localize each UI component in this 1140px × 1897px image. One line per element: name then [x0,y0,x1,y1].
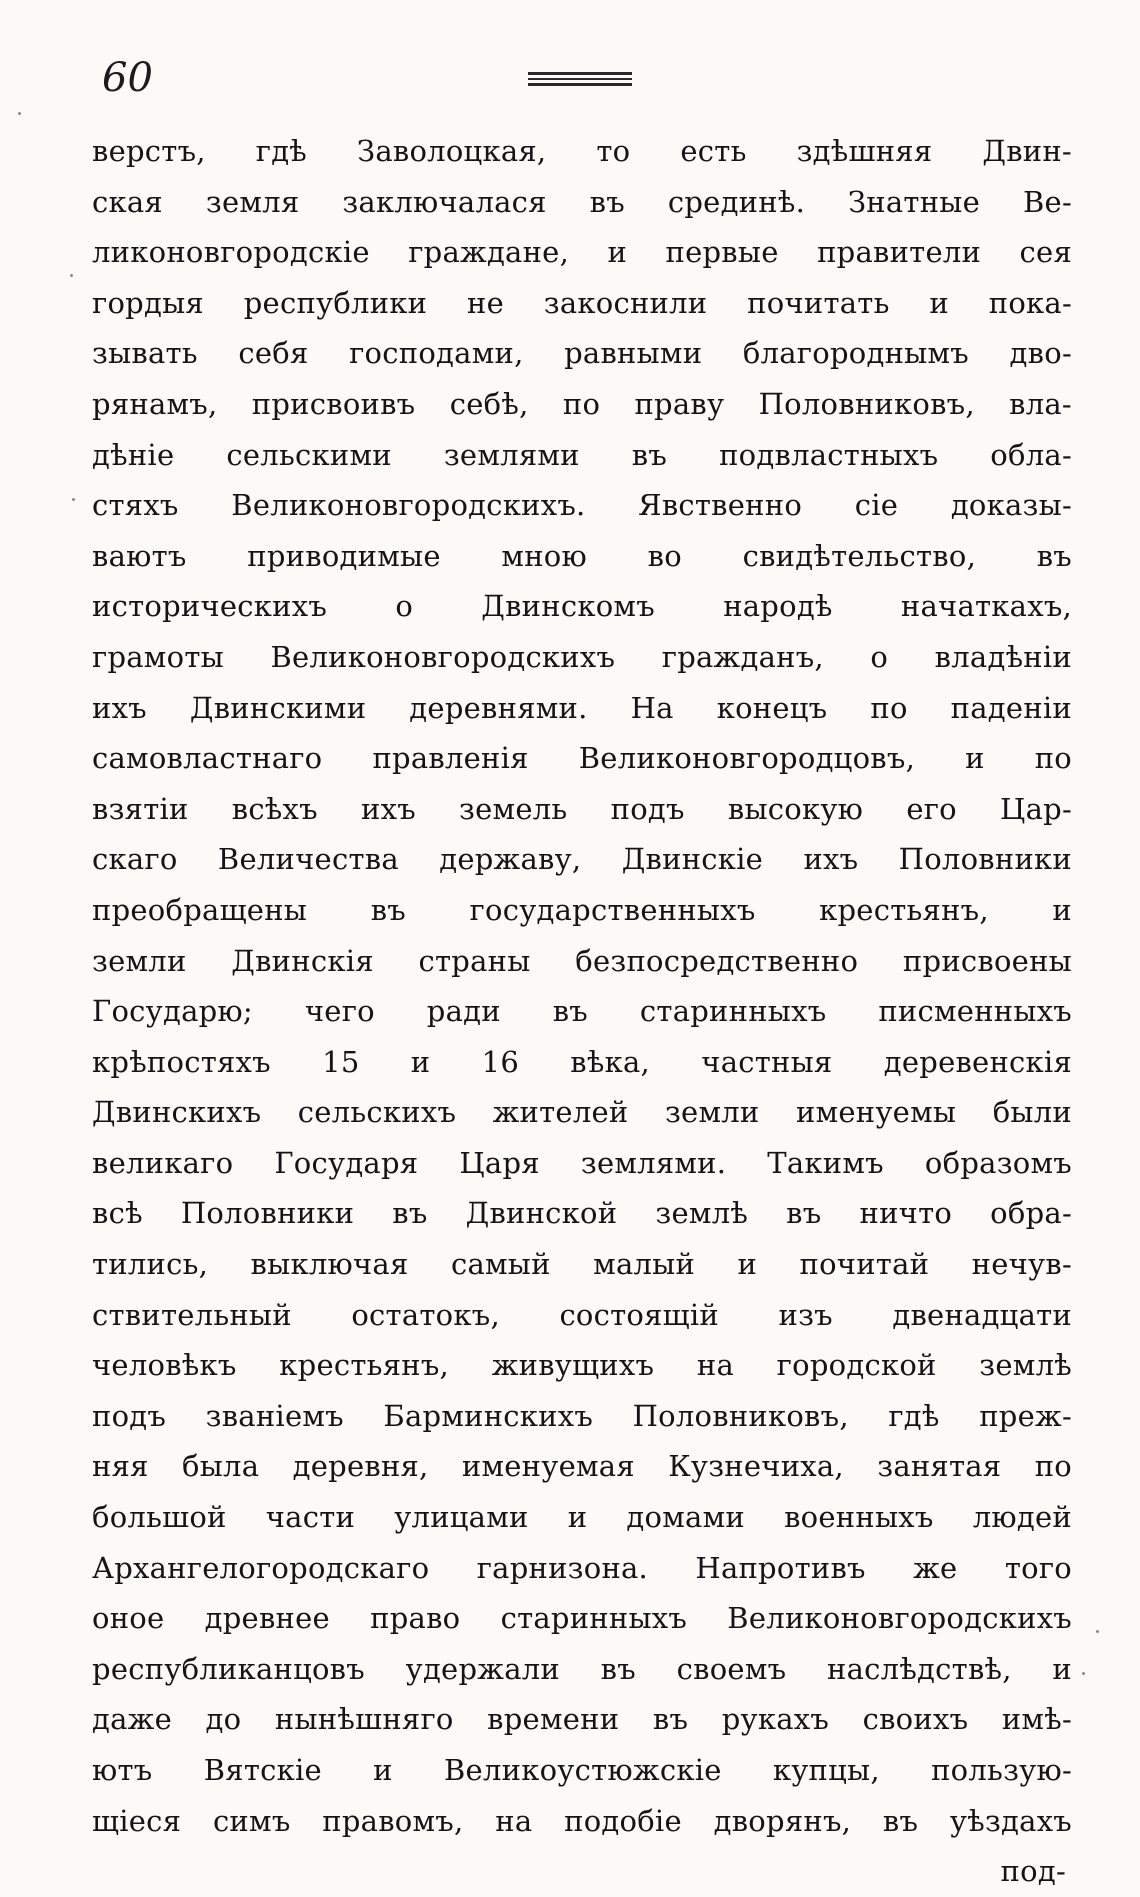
header-ornament-rule [528,72,632,86]
text-line: человѣкъ крестьянъ, живущихъ на городской землѣ [92,1348,1072,1383]
paper-speck [72,498,75,501]
text-line: самовластнаго правленія Великоновгородцовъ, и по [92,741,1072,776]
text-line: няя была деревня, именуемая Кузнечиха, занятая по [92,1449,1072,1484]
text-line: скаго Величества державу, Двинскіе ихъ Половники [92,842,1072,877]
text-line: гордыя республики не закоснили почитать и пока- [92,285,1072,320]
text-line: крѣпостяхъ 15 и 16 вѣка, частныя деревенскія [92,1044,1072,1079]
text-line: ская земля заключалася въ срединѣ. Знатные Ве- [92,184,1072,219]
paper-speck [1082,1672,1085,1675]
text-line: ваютъ приводимые мною во свидѣтельство, въ [92,538,1072,573]
text-line: ихъ Двинскими деревнями. На конецъ по паденіи [92,690,1072,725]
text-line: щіеся симъ правомъ, на подобіе дворянъ, въ уѣздахъ [92,1803,1072,1838]
text-line: ствительный остатокъ, состоящій изъ двенадцати [92,1297,1072,1332]
text-line: дѣніе сельскими землями въ подвластныхъ обла- [92,437,1072,472]
paper-speck [1096,1630,1099,1633]
text-line: Государю; чего ради въ старинныхъ писменныхъ [92,994,1072,1029]
page-header [96,52,1066,112]
text-line: даже до нынѣшняго времени въ рукахъ своихъ имѣ- [92,1702,1072,1737]
paper-speck [18,112,21,115]
text-line: великаго Государя Царя землями. Такимъ образомъ [92,1145,1072,1180]
text-line: тились, выключая самый малый и почитай нечув- [92,1247,1072,1282]
text-line: ютъ Вятскіе и Великоустюжскіе купцы, пользую- [92,1753,1072,1787]
text-line: верстъ, гдѣ Заволоцкая, то есть здѣшняя Двин- [92,134,1072,168]
text-line: стяхъ Великоновгородскихъ. Явственно сіе доказы- [92,488,1072,523]
text-line: Архангелогородскаго гарнизона. Напротивъ же того [92,1550,1072,1585]
catchword: под- [1000,1854,1066,1889]
text-line: земли Двинскія страны безпосредственно присвоены [92,943,1072,978]
text-line: Двинскихъ сельскихъ жителей земли именуемы были [92,1095,1072,1130]
text-line: зывать себя господами, равными благороднымъ дво- [92,336,1072,371]
body-text [92,126,1072,1889]
text-line: большой части улицами и домами военныхъ людей [92,1500,1072,1535]
text-line: взятіи всѣхъ ихъ земель подъ высокую его Цар- [92,791,1072,826]
text-line: всѣ Половники въ Двинской землѣ въ ничто обра- [92,1196,1072,1231]
text-line: рянамъ, присвоивъ себѣ, по праву Половниковъ, вла- [92,386,1072,421]
text-line: подъ званіемъ Барминскихъ Половниковъ, гдѣ преж- [92,1398,1072,1433]
text-line: ликоновгородскіе граждане, и первые правители сея [92,235,1072,270]
text-line: преобращены въ государственныхъ крестьянъ, и [92,892,1072,927]
paper-speck [70,274,73,277]
text-line: историческихъ о Двинскомъ народѣ начаткахъ, [92,589,1072,624]
text-line: республиканцовъ удержали въ своемъ наслѣдствѣ, и [92,1651,1072,1686]
text-line: оное древнее право старинныхъ Великоновгородскихъ [92,1601,1072,1636]
text-line: грамоты Великоновгородскихъ гражданъ, о владѣніи [92,639,1072,674]
page-number: 60 [102,55,153,101]
